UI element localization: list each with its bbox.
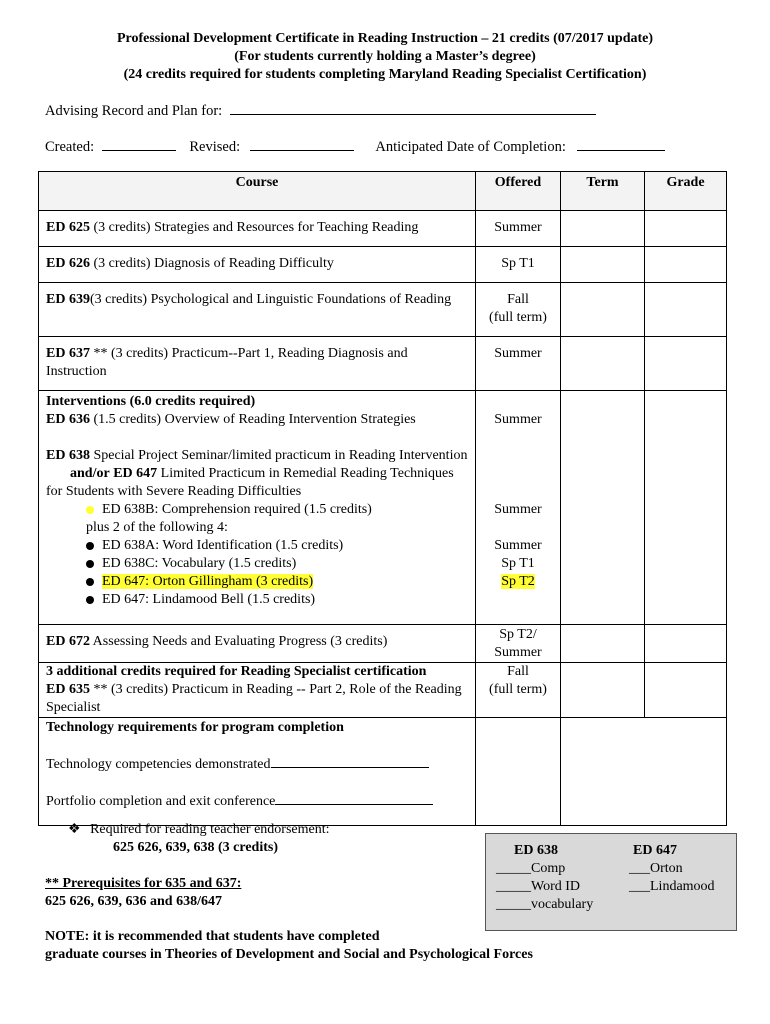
portfolio-input-line[interactable] [275, 792, 433, 805]
table-row [39, 247, 727, 283]
checklist-item[interactable]: ___Orton [629, 861, 683, 876]
revised-input-line[interactable] [250, 136, 354, 151]
ed638-column: ED 638 _____Comp _____Word ID _____vocabulary [496, 843, 594, 912]
required-courses: 625 626, 639, 638 (3 credits) [113, 840, 278, 855]
interventions-cell: Interventions (6.0 credits required) ED 636 (1.5 credits) Overview of Reading Intervention Strategies ED 638 Special Project Seminar/limited practicum in Reading Intervention and/or ED 647 Limited Practicum in Remedial Reading Techniques for Students with Severe Reading Difficulties ED 638B: Comprehension required (1.5 credits) plus 2 of the following 4: ED 638A: Word Identification (1.5 credits) ED 638C: Vocabulary (1.5 credits) ED 647: Orton Gillingham (3 credits) ED 647: Lindamood Bell (1.5 credits) [39, 391, 476, 625]
note-line-1: NOTE: it is recommended that students have completed [45, 929, 380, 944]
diamond-bullet-icon: ❖ [68, 822, 81, 837]
created-input-line[interactable] [102, 136, 176, 151]
required-note: ❖ Required for reading teacher endorsement: [68, 822, 330, 837]
revised-label: Revised: [189, 139, 241, 155]
list-item: ED 647: Lindamood Bell (1.5 credits) [86, 591, 469, 609]
header-offered: Offered [476, 172, 561, 211]
grade-cell[interactable] [645, 247, 727, 283]
advising-label: Advising Record and Plan for: [45, 103, 223, 119]
table-row [39, 625, 727, 663]
header-course: Course [39, 172, 476, 211]
prereq-courses: 625 626, 639, 636 and 638/647 [45, 894, 222, 909]
bullet-icon [86, 542, 94, 550]
bullet-icon [86, 506, 94, 514]
offered-cell: Fall (full term) [476, 283, 561, 337]
technology-cell: Technology requirements for program completion Technology competencies demonstrated Portfolio completion and exit conference [39, 718, 476, 826]
offered-cell: Summer Summer Summer Sp T1 Sp T2 [476, 391, 561, 625]
list-item: ED 638B: Comprehension required (1.5 credits) [86, 501, 469, 519]
offered-cell: Sp T2/ Summer [476, 625, 561, 663]
course-cell: ED 639(3 credits) Psychological and Linguistic Foundations of Reading [39, 283, 476, 337]
offered-cell [476, 718, 561, 826]
checklist-item[interactable]: ___Lindamood [629, 879, 715, 894]
grade-cell[interactable] [645, 391, 727, 625]
prereq-title: ** Prerequisites for 635 and 637: [45, 876, 242, 891]
bullet-icon [86, 596, 94, 604]
offered-cell: Summer [476, 211, 561, 247]
grade-cell[interactable] [645, 337, 727, 391]
note-line-2: graduate courses in Theories of Development and Social and Psychological Forces [45, 947, 533, 962]
advising-input-line[interactable] [230, 100, 596, 115]
list-item: ED 638C: Vocabulary (1.5 credits) [86, 555, 469, 573]
term-cell[interactable] [561, 283, 645, 337]
checklist-item[interactable]: _____vocabulary [496, 897, 594, 912]
bullet-icon [86, 560, 94, 568]
grade-cell[interactable] [645, 283, 727, 337]
created-label: Created: [45, 139, 95, 155]
technology-input-line[interactable] [271, 755, 429, 768]
term-cell[interactable] [561, 391, 645, 625]
interventions-title: Interventions (6.0 credits required) [46, 394, 256, 409]
ed647-column: ED 647 ___Orton ___Lindamood [629, 843, 715, 894]
advising-field [45, 100, 596, 120]
table-header-row [39, 172, 727, 211]
list-item: ED 647: Orton Gillingham (3 credits) [86, 573, 469, 591]
offered-cell: Summer [476, 337, 561, 391]
specialist-cell: 3 additional credits required for Reading Specialist certification ED 635 ** (3 credits) Practicum in Reading -- Part 2, Role of the Reading Specialist [39, 663, 476, 718]
header-subtitle-2: (24 credits required for students completing Maryland Reading Specialist Certification) [123, 67, 647, 82]
anticipated-label: Anticipated Date of Completion: [375, 139, 566, 155]
course-cell: ED 637 ** (3 credits) Practicum--Part 1, Reading Diagnosis and Instruction [39, 337, 476, 391]
offered-cell: Fall (full term) [476, 663, 561, 718]
grade-cell[interactable] [645, 663, 727, 718]
checklist-item[interactable]: _____Word ID [496, 879, 581, 894]
plus-text: plus 2 of the following 4: [86, 520, 228, 535]
header-subtitle: (For students currently holding a Master’s degree) [234, 49, 536, 64]
header-term: Term [561, 172, 645, 211]
term-cell[interactable] [561, 247, 645, 283]
header-title: Professional Development Certificate in Reading Instruction – 21 credits (07/2017 update) [116, 31, 654, 46]
table-row [39, 211, 727, 247]
list-item: ED 638A: Word Identification (1.5 credits) [86, 537, 469, 555]
course-plan-table [38, 171, 727, 826]
interventions-row [39, 391, 727, 625]
term-cell[interactable] [561, 211, 645, 247]
table-row [39, 663, 727, 718]
grade-cell[interactable] [645, 625, 727, 663]
term-grade-cell[interactable] [561, 718, 727, 826]
anticipated-input-line[interactable] [577, 136, 665, 151]
dates-field [45, 136, 665, 156]
elective-checklist-box [485, 833, 737, 931]
offered-cell: Sp T1 [476, 247, 561, 283]
course-cell: ED 626 (3 credits) Diagnosis of Reading Difficulty [39, 247, 476, 283]
term-cell[interactable] [561, 625, 645, 663]
checklist-item[interactable]: _____Comp [496, 861, 566, 876]
term-cell[interactable] [561, 337, 645, 391]
grade-cell[interactable] [645, 211, 727, 247]
course-cell: ED 625 (3 credits) Strategies and Resources for Teaching Reading [39, 211, 476, 247]
bullet-icon [86, 578, 94, 586]
table-row [39, 337, 727, 391]
document-header [0, 30, 770, 84]
technology-row [39, 718, 727, 826]
term-cell[interactable] [561, 663, 645, 718]
header-grade: Grade [645, 172, 727, 211]
course-cell: ED 672 Assessing Needs and Evaluating Progress (3 credits) [39, 625, 476, 663]
table-row [39, 283, 727, 337]
